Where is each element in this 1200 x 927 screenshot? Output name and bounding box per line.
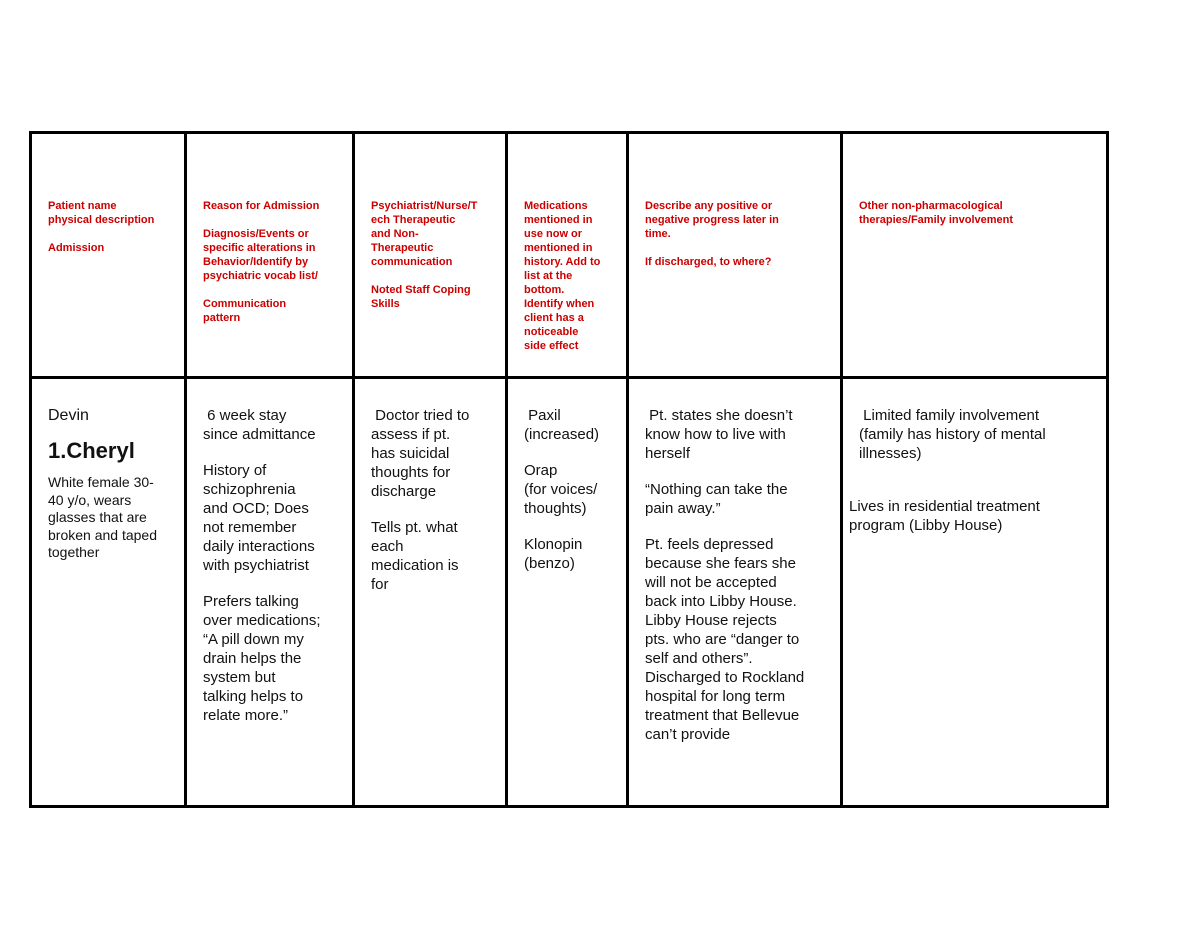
family-involvement-text [859,406,1098,463]
cell-text-line: herself [645,445,691,462]
header-line: history. Add to [524,256,601,268]
cell-text-line: discharge [371,483,437,500]
header-line: Diagnosis/Events or [203,228,309,240]
cell-text-gap [524,444,618,461]
cell-medications [507,378,628,807]
cell-text-line: back into Libby House. [645,593,797,610]
cell-text-line: medication is [371,557,459,574]
header-line: Communication [203,298,287,310]
header-gap [203,283,344,297]
header-line: mentioned in [524,242,593,254]
header-line: list at the [524,270,573,282]
cell-text-line: relate more.” [203,707,289,724]
reason-text [187,379,352,725]
header-gap [371,269,497,283]
header-line: Identify when [524,298,595,310]
cell-text-line: will not be accepted [645,574,777,591]
cell-text-line: Limited family involvement [859,407,1040,424]
cell-text-line: (for voices/ [524,481,598,498]
cell-text-line: because she fears she [645,555,796,572]
header-cell-other [842,133,1108,378]
header-line: physical description [48,214,155,226]
cell-communication [354,378,507,807]
header-cell-patient [31,133,186,378]
cell-text-line: thoughts for [371,464,451,481]
header-line: noticeable [524,326,579,338]
patient-first-name: Devin [48,407,89,424]
header-line: Psychiatrist/Nurse/T [371,200,478,212]
header-line: time. [645,228,671,240]
cell-reason [186,378,354,807]
header-gap [203,213,344,227]
residential-program-text [849,497,1098,535]
patient-row [31,378,1108,807]
patient-description [48,474,176,562]
cell-text-line: together [48,544,100,560]
header-cell-reason [186,133,354,378]
header-line: Admission [48,242,105,254]
cell-text-line: over medications; [203,612,321,629]
header-line: communication [371,256,453,268]
cell-text-line: Libby House rejects [645,612,777,629]
cell-text-line: White female 30- [48,474,154,490]
header-cell-medications [507,133,628,378]
cell-text-line: (increased) [524,426,600,443]
header-line: Noted Staff Coping [371,284,471,296]
cell-text-line: “A pill down my [203,631,304,648]
header-line: Describe any positive or [645,200,773,212]
header-gap [48,227,176,241]
header-line: and Non- [371,228,419,240]
header-line: use now or [524,228,583,240]
header-line: Other non-pharmacological [859,200,1003,212]
header-line: negative progress later in [645,214,779,226]
cell-text-line: Paxil [524,407,561,424]
header-line: Skills [371,298,400,310]
header-row [31,133,1108,378]
cell-text-line: not remember [203,519,297,536]
cell-text-line: Orap [524,462,558,479]
cell-text-line: talking helps to [203,688,304,705]
cell-text-line: assess if pt. [371,426,451,443]
cell-text-line: Klonopin [524,536,583,553]
cell-text-line: Tells pt. what [371,519,458,536]
cell-patient [31,378,186,807]
header-line: Behavior/Identify by [203,256,309,268]
cell-text-line: system but [203,669,276,686]
cell-text-line: (family has history of mental [859,426,1046,443]
cell-text-line: can’t provide [645,726,731,743]
cell-text-line: and OCD; Does [203,500,309,517]
cell-text-gap [524,518,618,535]
cell-text-line: self and others”. [645,650,753,667]
cell-text-line: Pt. feels depressed [645,536,774,553]
cell-text-line: thoughts) [524,500,587,517]
cell-text-line: 6 week stay [203,407,287,424]
progress-text [629,379,840,744]
cell-text-line: Discharged to Rockland [645,669,805,686]
cell-text-line: since admittance [203,426,316,443]
cell-other [842,378,1108,807]
cell-text-line: has suicidal [371,445,450,462]
header-line: pattern [203,312,241,324]
cell-text-gap [371,501,497,518]
cell-text-gap [203,575,344,592]
cell-text-line: (benzo) [524,555,575,572]
header-line: Medications [524,200,588,212]
cell-text-line: Lives in residential treatment [849,498,1040,515]
cell-text-line: illnesses) [859,445,922,462]
cell-text-line: Prefers talking [203,593,299,610]
header-line: Reason for Admission [203,200,320,212]
cell-text-line: daily interactions [203,538,315,555]
header-gap [645,241,832,255]
header-line: client has a [524,312,584,324]
cell-text-line: each [371,538,404,555]
header-cell-communication [354,133,507,378]
cell-text-line: broken and taped [48,526,157,543]
medications-text [508,379,626,573]
cell-text-line: Pt. states she doesn’t [645,407,793,424]
header-line: mentioned in [524,214,593,226]
header-line: psychiatric vocab list/ [203,270,318,282]
cell-text-line: for [371,576,389,593]
cell-text-line: pain away.” [645,500,721,517]
cell-text-gap [203,444,344,461]
cell-text-line: drain helps the [203,650,302,667]
cell-text-gap [645,463,832,480]
cell-text-gap [645,518,832,535]
header-line: therapies/Family involvement [859,214,1014,226]
care-plan-table [29,131,1109,808]
header-line: side effect [524,340,579,352]
cell-text-line: glasses that are [48,509,147,525]
cell-text-line: know how to live with [645,426,786,443]
cell-text-line: Doctor tried to [371,407,470,424]
header-cell-progress [628,133,842,378]
cell-text-line: History of [203,462,267,479]
cell-text-line: program (Libby House) [849,517,1003,534]
cell-progress [628,378,842,807]
cell-text-line: pts. who are “danger to [645,631,800,648]
header-line: Patient name [48,200,117,212]
patient-name: 1.Cheryl [48,438,135,463]
cell-text-line: with psychiatrist [203,557,309,574]
communication-text [355,379,505,594]
cell-text-line: “Nothing can take the [645,481,788,498]
header-line: If discharged, to where? [645,256,772,268]
header-line: specific alterations in [203,242,316,254]
header-line: bottom. [524,284,565,296]
header-line: ech Therapeutic [371,214,456,226]
cell-text-line: 40 y/o, wears [48,491,132,508]
cell-text-line: schizophrenia [203,481,296,498]
cell-text-line: hospital for long term [645,688,786,705]
cell-text-line: treatment that Bellevue [645,707,800,724]
header-line: Therapeutic [371,242,434,254]
